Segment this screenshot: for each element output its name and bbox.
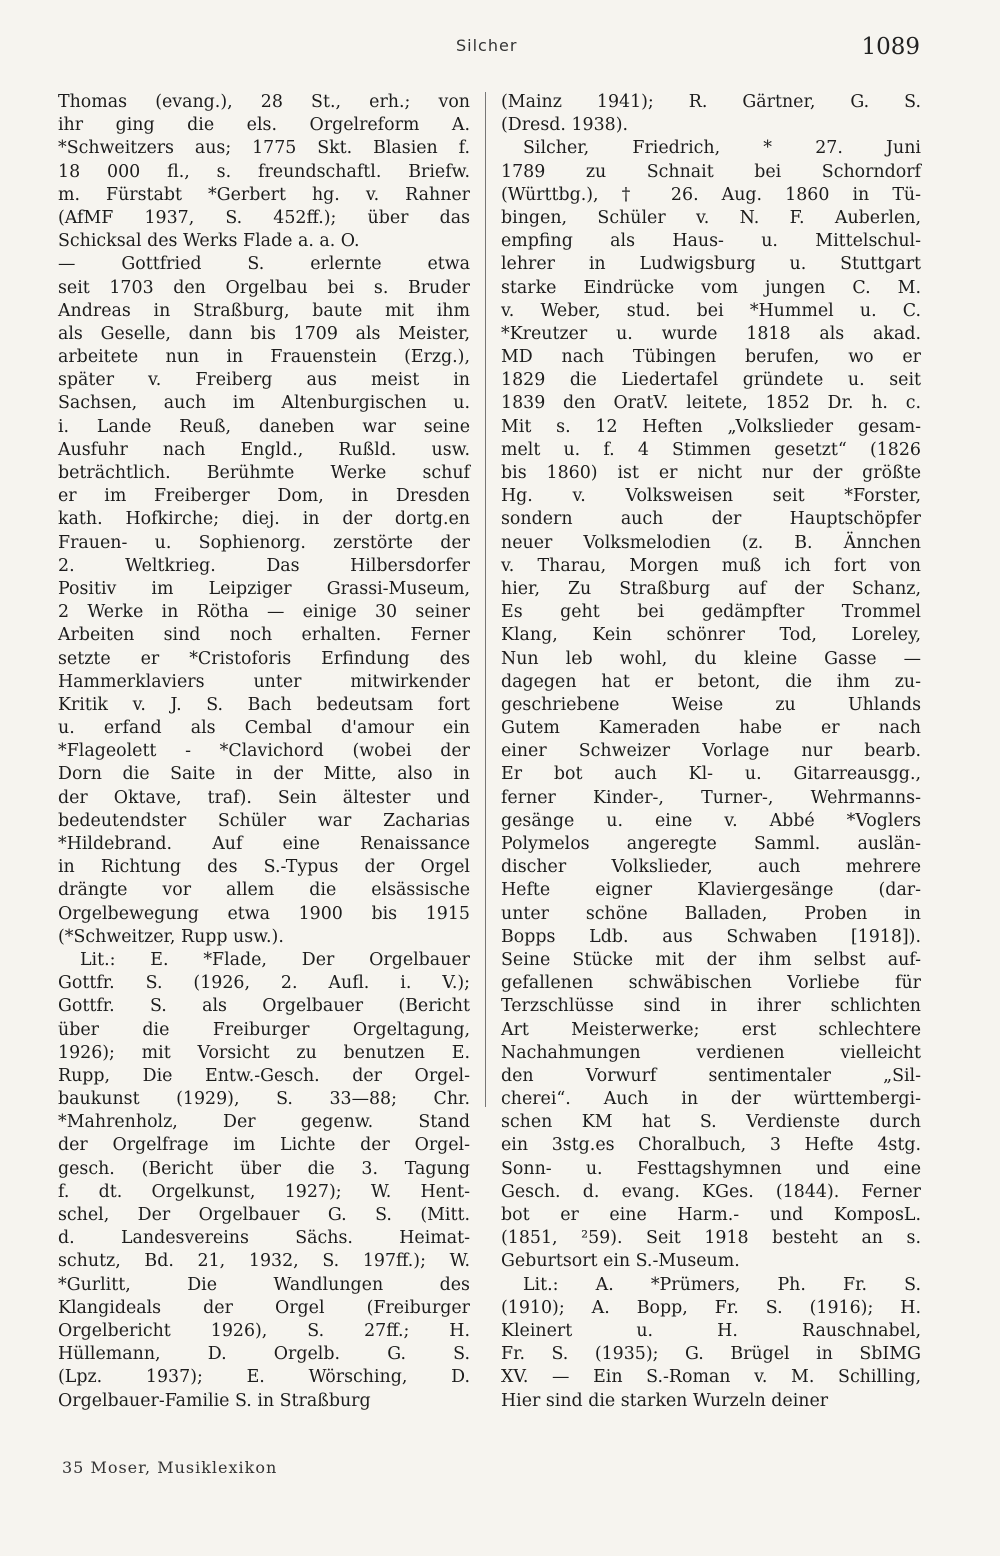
right-column-line: starke Eindrücke vom jungen C. M.	[501, 277, 921, 298]
left-column-line: bedeutendster Schüler war Zacharias	[58, 810, 470, 831]
left-column-line: *Schweitzers aus; 1775 Skt. Blasien f.	[58, 138, 470, 159]
left-column-line: Positiv im Leipziger Grassi-Museum,	[58, 578, 470, 599]
right-column-line: ein 3stg.es Choralbuch, 3 Hefte 4stg.	[501, 1135, 921, 1156]
right-column-line: sondern auch der Hauptschöpfer	[501, 509, 921, 530]
right-column-line: Seine Stücke mit der ihm selbst auf-	[501, 949, 921, 970]
left-column-line: Kritik v. J. S. Bach bedeutsam fort	[58, 694, 470, 715]
right-column-line: cherei“. Auch in der württembergi-	[501, 1089, 921, 1110]
left-column-line: Hammerklaviers unter mitwirkender	[58, 671, 470, 692]
right-column-line: 1789 zu Schnait bei Schorndorf	[501, 161, 921, 182]
right-column-line: einer Schweizer Vorlage nur bearb.	[501, 741, 921, 762]
right-column-line: (Dresd. 1938).	[501, 115, 629, 136]
right-column-line: Silcher, Friedrich, * 27. Juni	[523, 138, 921, 159]
left-column-line: der Orgelfrage im Lichte der Orgel-	[58, 1135, 470, 1156]
left-column-line: 18 000 fl., s. freundschaftl. Briefw.	[58, 161, 470, 182]
right-column-line: Nachahmungen verdienen vielleicht	[501, 1042, 921, 1063]
right-column-line: discher Volkslieder, auch mehrere	[501, 857, 921, 878]
right-column-line: geschriebene Weise zu Uhlands	[501, 694, 921, 715]
left-column-line: Schicksal des Werks Flade a. a. O.	[58, 231, 360, 252]
left-column-line: Klangideals der Orgel (Freiburger	[58, 1297, 470, 1318]
left-column-line: *Gurlitt, Die Wandlungen des	[58, 1274, 470, 1295]
left-column-line: Orgelbericht 1926), S. 27ff.; H.	[58, 1320, 470, 1341]
left-column	[58, 91, 470, 1413]
right-column-line: Es geht bei gedämpfter Trommel	[501, 602, 921, 623]
right-column-line: 1829 die Liedertafel gründete u. seit	[501, 370, 921, 391]
column-divider	[485, 92, 486, 1107]
left-column-line: Andreas in Straßburg, baute mit ihm	[58, 300, 470, 321]
left-column-line: *Hildebrand. Auf eine Renaissance	[58, 834, 470, 854]
right-column-line: Bopps Ldb. aus Schwaben [1918]).	[501, 926, 921, 947]
left-column-line: Orgelbewegung etwa 1900 bis 1915	[58, 903, 470, 924]
left-column-line: 2 Werke in Rötha — einige 30 seiner	[58, 602, 470, 623]
left-column-line: Orgelbauer-Familie S. in Straßburg	[58, 1390, 371, 1411]
right-column-line: Kleinert u. H. Rauschnabel,	[501, 1320, 921, 1341]
right-column-line: 1839 den OratV. leitete, 1852 Dr. h. c.	[501, 393, 921, 414]
left-column-line: Ausfuhr nach Engld., Rußld. usw.	[58, 439, 470, 460]
left-column-line: der Oktave, traf). Sein ältester und	[58, 787, 470, 808]
right-column-line: (Württbg.), † 26. Aug. 1860 in Tü-	[501, 184, 921, 205]
left-column-line: 1926); mit Vorsicht zu benutzen E.	[58, 1042, 470, 1063]
right-column-line: Klang, Kein schönrer Tod, Loreley,	[501, 625, 921, 646]
right-column-line: (Mainz 1941); R. Gärtner, G. S.	[501, 92, 921, 112]
right-column-line: Gesch. d. evang. KGes. (1844). Ferner	[501, 1181, 921, 1202]
right-column-line: gesänge u. eine v. Abbé *Voglers	[501, 810, 921, 831]
left-column-line: setzte er *Cristoforis Erfindung des	[58, 648, 470, 669]
left-column-line: m. Fürstabt *Gerbert hg. v. Rahner	[58, 184, 470, 205]
page-number: 1089	[861, 34, 920, 60]
right-column-line: Gutem Kameraden habe er nach	[501, 718, 921, 739]
left-column-line: Dorn die Saite in der Mitte, also in	[58, 764, 470, 785]
left-column-line: 2. Weltkrieg. Das Hilbersdorfer	[58, 555, 470, 576]
right-column-line: neuer Volksmelodien (z. B. Ännchen	[501, 532, 921, 553]
left-column-line: Thomas (evang.), 28 St., erh.; von	[58, 92, 470, 112]
left-column-line: kath. Hofkirche; diej. in der dortg.en	[58, 509, 470, 530]
right-column-line: bingen, Schüler v. N. F. Auberlen,	[501, 207, 921, 228]
right-column-line: ferner Kinder-, Turner-, Wehrmanns-	[501, 787, 921, 808]
left-column-line: über die Freiburger Orgeltagung,	[58, 1019, 470, 1040]
left-column-line: Hüllemann, D. Orgelb. G. S.	[58, 1344, 470, 1365]
right-column-line: schen KM hat S. Verdienste durch	[501, 1112, 921, 1133]
right-column-line: *Kreutzer u. wurde 1818 als akad.	[501, 323, 921, 344]
left-column-line: Lit.: E. *Flade, Der Orgelbauer	[80, 949, 470, 970]
right-column-line: unter schöne Balladen, Proben in	[501, 903, 921, 924]
right-column-line: Lit.: A. *Prümers, Ph. Fr. S.	[523, 1274, 921, 1295]
footer-signature: 35 Moser, Musiklexikon	[62, 1458, 278, 1477]
left-column-line: als Geselle, dann bis 1709 als Meister,	[58, 323, 470, 344]
right-column-line: Er bot auch Kl- u. Gitarreausgg.,	[501, 764, 921, 785]
left-column-line: seit 1703 den Orgelbau bei s. Bruder	[58, 277, 470, 298]
left-column-line: Arbeiten sind noch erhalten. Ferner	[58, 625, 470, 646]
left-column-line: ihr ging die els. Orgelreform A.	[58, 115, 470, 136]
right-column-line: Hg. v. Volksweisen seit *Forster,	[501, 486, 921, 507]
left-column-line: schutz, Bd. 21, 1932, S. 197ff.); W.	[58, 1251, 470, 1272]
right-column-line: Mit s. 12 Heften „Volkslieder gesam-	[501, 416, 921, 437]
right-column-line: Hier sind die starken Wurzeln deiner	[501, 1390, 829, 1411]
running-title: Silcher	[456, 36, 518, 55]
right-column-line: Geburtsort ein S.-Museum.	[501, 1251, 740, 1272]
left-column-line: — Gottfried S. erlernte etwa	[58, 254, 470, 275]
right-column-line: (1851, ²59). Seit 1918 besteht an s.	[501, 1228, 921, 1249]
left-column-line: Sachsen, auch im Altenburgischen u.	[58, 393, 470, 414]
right-column-line: v. Weber, stud. bei *Hummel u. C.	[501, 300, 921, 321]
left-column-line: d. Landesvereins Sächs. Heimat-	[58, 1228, 470, 1249]
left-column-line: arbeitete nun in Frauenstein (Erzg.),	[58, 347, 470, 368]
left-column-line: beträchtlich. Berühmte Werke schuf	[58, 463, 470, 483]
left-column-line: u. erfand als Cembal d'amour ein	[58, 718, 470, 739]
right-column-line: (1910); A. Bopp, Fr. S. (1916); H.	[501, 1297, 921, 1318]
left-column-line: baukunst (1929), S. 33—88; Chr.	[58, 1089, 470, 1110]
right-column-line: bis 1860) ist er nicht nur der größte	[501, 463, 921, 483]
running-head	[0, 36, 1000, 66]
left-column-line: i. Lande Reuß, daneben war seine	[58, 416, 470, 437]
left-column-line: Gottfr. S. (1926, 2. Aufl. i. V.);	[58, 973, 470, 994]
right-column-line: hier, Zu Straßburg auf der Schanz,	[501, 578, 921, 599]
left-column-line: (Lpz. 1937); E. Wörsching, D.	[58, 1367, 470, 1388]
right-column-line: bot er eine Harm.- und KomposL.	[501, 1205, 921, 1225]
right-column-line: dagegen hat er betont, die ihm zu-	[501, 671, 921, 692]
right-column-line: MD nach Tübingen berufen, wo er	[501, 347, 921, 368]
right-column-line: Hefte eigner Klaviergesänge (dar-	[501, 880, 921, 901]
left-column-line: *Mahrenholz, Der gegenw. Stand	[58, 1112, 470, 1133]
left-column-line: gesch. (Bericht über die 3. Tagung	[58, 1158, 470, 1179]
left-column-line: f. dt. Orgelkunst, 1927); W. Hent-	[58, 1181, 470, 1202]
left-column-line: in Richtung des S.-Typus der Orgel	[58, 857, 470, 878]
right-column-line: melt u. f. 4 Stimmen gesetzt“ (1826	[501, 439, 921, 460]
left-column-line: *Flageolett - *Clavichord (wobei der	[58, 741, 470, 762]
right-column	[501, 91, 921, 1413]
left-column-line: Frauen- u. Sophienorg. zerstörte der	[58, 532, 470, 553]
right-column-line: XV. — Ein S.-Roman v. M. Schilling,	[501, 1367, 921, 1388]
left-column-line: drängte vor allem die elsässische	[58, 880, 470, 901]
left-column-line: (AfMF 1937, S. 452ff.); über das	[58, 207, 470, 228]
right-column-line: gefallenen schwäbischen Vorliebe für	[501, 973, 921, 994]
right-column-line: empfing als Haus- u. Mittelschul-	[501, 231, 921, 252]
right-column-line: v. Tharau, Morgen muß ich fort von	[501, 555, 921, 576]
left-column-line: Rupp, Die Entw.-Gesch. der Orgel-	[58, 1065, 470, 1086]
right-column-line: den Vorwurf sentimentaler „Sil-	[501, 1065, 921, 1086]
right-column-line: Polymelos angeregte Samml. auslän-	[501, 834, 921, 854]
left-column-line: (*Schweitzer, Rupp usw.).	[58, 926, 284, 947]
left-column-line: schel, Der Orgelbauer G. S. (Mitt.	[58, 1205, 470, 1225]
right-column-line: Terzschlüsse sind in ihrer schlichten	[501, 996, 921, 1017]
right-column-line: Art Meisterwerke; erst schlechtere	[501, 1019, 921, 1040]
right-column-line: lehrer in Ludwigsburg u. Stuttgart	[501, 254, 921, 275]
right-column-line: Fr. S. (1935); G. Brügel in SbIMG	[501, 1344, 921, 1365]
left-column-line: er im Freiberger Dom, in Dresden	[58, 486, 470, 507]
right-column-line: Sonn- u. Festtagshymnen und eine	[501, 1158, 921, 1179]
left-column-line: Gottfr. S. als Orgelbauer (Bericht	[58, 996, 470, 1017]
left-column-line: später v. Freiberg aus meist in	[58, 370, 470, 391]
right-column-line: Nun leb wohl, du kleine Gasse —	[501, 648, 921, 669]
